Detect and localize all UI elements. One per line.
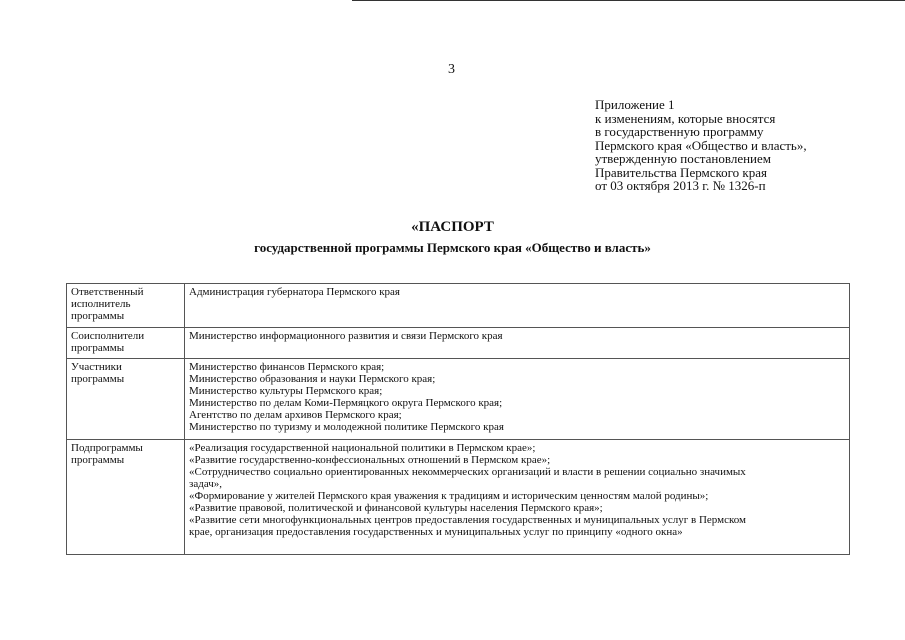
row-label-line: программы [71,342,125,354]
row-label [67,328,185,359]
appendix-line: Пермского края «Общество и власть», [595,137,807,153]
row-label-line: программы [71,310,125,322]
table-row [67,284,850,328]
row-value [185,440,850,555]
row-value-line: «Развитие правовой, политической и финансовой культуры населения Пермского края»; [189,502,603,514]
appendix-line: Приложение 1 [595,97,675,112]
row-value-line: «Развитие сети многофункциональных центров предоставления государственных и муниципальных услуг в Пермском [189,514,746,526]
row-value-line: «Сотрудничество социально ориентированных некоммерческих организаций и власти в решении социально значимых [189,466,746,478]
row-label [67,284,185,328]
appendix-line: в государственную программу [595,124,764,139]
row-value-line: Министерство информационного развития и связи Пермского края [189,330,503,342]
row-value-line: «Реализация государственной национальной политики в Пермском крае»; [189,442,536,454]
row-value-line: Агентство по делам архивов Пермского края; [189,409,402,421]
appendix-line: Правительства Пермского края [595,164,767,180]
passport-subtitle: государственной программы Пермского края «Общество и власть» [254,240,651,255]
row-value [185,284,850,328]
page-number: 3 [448,62,455,77]
row-value-line: «Развитие государственно-конфессиональных отношений в Пермском крае»; [189,454,551,466]
row-value-line: «Формирование у жителей Пермского края уважения к традициям и историческим ценностям малой родины»; [189,490,709,502]
row-label-line: программы [71,454,125,466]
row-label-line: программы [71,373,125,385]
passport-table [66,283,850,555]
appendix-line: к изменениям, которые вносятся [595,110,776,126]
appendix-line: утвержденную постановлением [595,151,772,166]
row-value-line: Администрация губернатора Пермского края [189,286,400,298]
row-label-line: Соисполнители [71,330,145,342]
row-label [67,359,185,440]
table-row [67,440,850,555]
appendix-line: от 03 октября 2013 г. № 1326-п [595,178,766,193]
row-value-line: Министерство по туризму и молодежной политике Пермского края [189,421,504,433]
table-row [67,359,850,440]
row-value [185,359,850,440]
row-value-line: крае, организация предоставления государственных и муниципальных услуг по принципу «одного окна» [189,526,683,538]
row-value-line: Министерство по делам Коми-Пермяцкого округа Пермского края; [189,397,503,409]
row-value-line: Министерство культуры Пермского края; [189,385,383,397]
row-label-line: Подпрограммы [71,442,143,454]
row-label-line: Участники [71,361,122,373]
row-label-line: исполнитель [71,298,131,310]
row-value-line: Министерство образования и науки Пермского края; [189,373,436,385]
row-value-line: Министерство финансов Пермского края; [189,361,385,373]
appendix-block [595,98,807,193]
row-value-line: задач», [189,478,223,490]
passport-title: «ПАСПОРТ [411,219,494,235]
row-label [67,440,185,555]
row-value [185,328,850,359]
table-row [67,328,850,359]
row-label-line: Ответственный [71,286,144,298]
top-rule [352,0,905,1]
